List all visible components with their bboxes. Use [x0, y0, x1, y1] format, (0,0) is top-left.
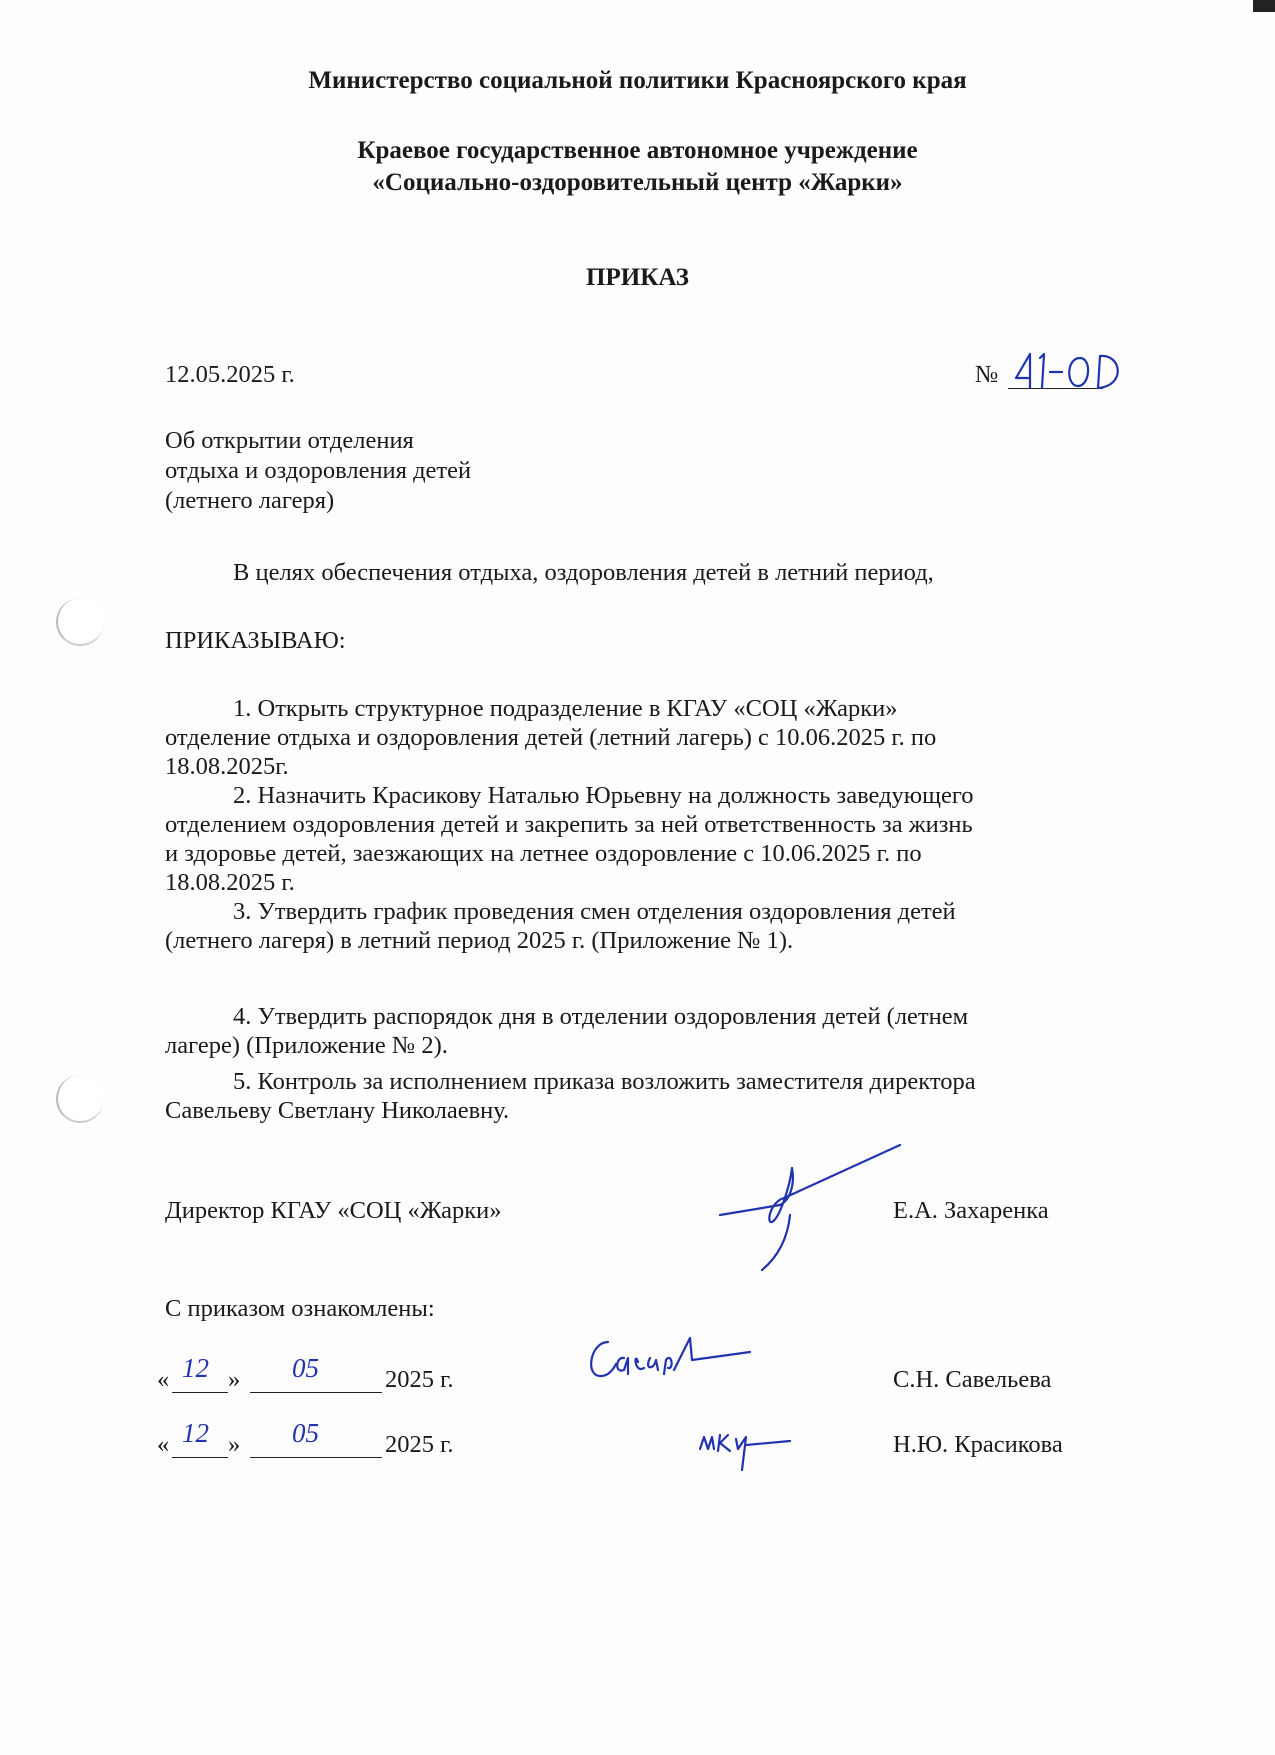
subject-line-1: Об открытии отделения — [165, 427, 414, 454]
ack-row-2-day: 12 — [182, 1418, 209, 1448]
item-5-line-2: Савельеву Светлану Николаевну. — [165, 1097, 510, 1124]
handwritten-number — [1010, 348, 1140, 398]
ack-row-1-name: С.Н. Савельева — [893, 1366, 1052, 1393]
ack-row-1-day-line — [172, 1392, 228, 1393]
subject-line-3: (летнего лагеря) — [165, 487, 335, 514]
ack-row-1-year: 2025 г. — [385, 1366, 454, 1393]
item-4-line-1: 4. Утвердить распорядок дня в отделении оздоровления детей (летнем — [233, 1003, 969, 1030]
ack-row-1-open-quote: « — [157, 1366, 170, 1393]
ack-row-1-close-quote: » — [228, 1366, 241, 1393]
institution-name-line1: Краевое государственное автономное учреждение — [357, 137, 918, 164]
item-2-line-4: 18.08.2025 г. — [165, 869, 295, 896]
preamble: В целях обеспечения отдыха, оздоровления детей в летний период, — [233, 559, 934, 586]
ack-row-2-year: 2025 г. — [385, 1431, 454, 1458]
item-2-line-2: отделением оздоровления детей и закрепить за ней ответственность за жизнь — [165, 811, 973, 838]
document-type: ПРИКАЗ — [586, 264, 689, 291]
ack-row-2-day-line — [172, 1457, 228, 1458]
ack-row-1-day: 12 — [182, 1353, 209, 1383]
director-name: Е.А. Захаренка — [893, 1197, 1049, 1224]
ack-row-2-name: Н.Ю. Красикова — [893, 1431, 1063, 1458]
krasikova-signature — [690, 1415, 800, 1475]
ack-row-2-month: 05 — [292, 1418, 319, 1448]
item-3-line-1: 3. Утвердить график проведения смен отделения оздоровления детей — [233, 898, 956, 925]
punch-hole-top — [56, 598, 104, 646]
item-2-line-1: 2. Назначить Красикову Наталью Юрьевну на должность заведующего — [233, 782, 974, 809]
item-4-line-2: лагере) (Приложение № 2). — [165, 1032, 448, 1059]
director-signature — [710, 1140, 910, 1275]
ack-row-2-close-quote: » — [228, 1431, 241, 1458]
item-1-line-3: 18.08.2025г. — [165, 753, 289, 780]
ack-row-2-open-quote: « — [157, 1431, 170, 1458]
item-2-line-3: и здоровье детей, заезжающих на летнее оздоровление с 10.06.2025 г. по — [165, 840, 922, 867]
ack-row-2-month-line — [250, 1457, 382, 1458]
subject-line-2: отдыха и оздоровления детей — [165, 457, 472, 484]
acquainted-heading: С приказом ознакомлены: — [165, 1295, 435, 1322]
savelyeva-signature — [580, 1330, 760, 1390]
item-3-line-2: (летнего лагеря) в летний период 2025 г. (Приложение № 1). — [165, 927, 794, 954]
order-word: ПРИКАЗЫВАЮ: — [165, 627, 346, 654]
item-5-line-1: 5. Контроль за исполнением приказа возложить заместителя директора — [233, 1068, 976, 1095]
scan-edge-mark — [1253, 0, 1275, 12]
punch-hole-bottom — [56, 1075, 104, 1123]
ack-row-1-month-line — [250, 1392, 382, 1393]
item-1-line-2: отделение отдыха и оздоровления детей (летний лагерь) с 10.06.2025 г. по — [165, 724, 937, 751]
number-sign: № — [975, 361, 999, 388]
ministry-name: Министерство социальной политики Красноярского края — [308, 67, 967, 94]
ack-row-1-month: 05 — [292, 1353, 319, 1383]
order-date: 12.05.2025 г. — [165, 361, 295, 388]
item-1-line-1: 1. Открыть структурное подразделение в КГАУ «СОЦ «Жарки» — [233, 695, 898, 722]
institution-name-line2: «Социально-оздоровительный центр «Жарки» — [372, 169, 903, 196]
director-position: Директор КГАУ «СОЦ «Жарки» — [165, 1197, 502, 1224]
